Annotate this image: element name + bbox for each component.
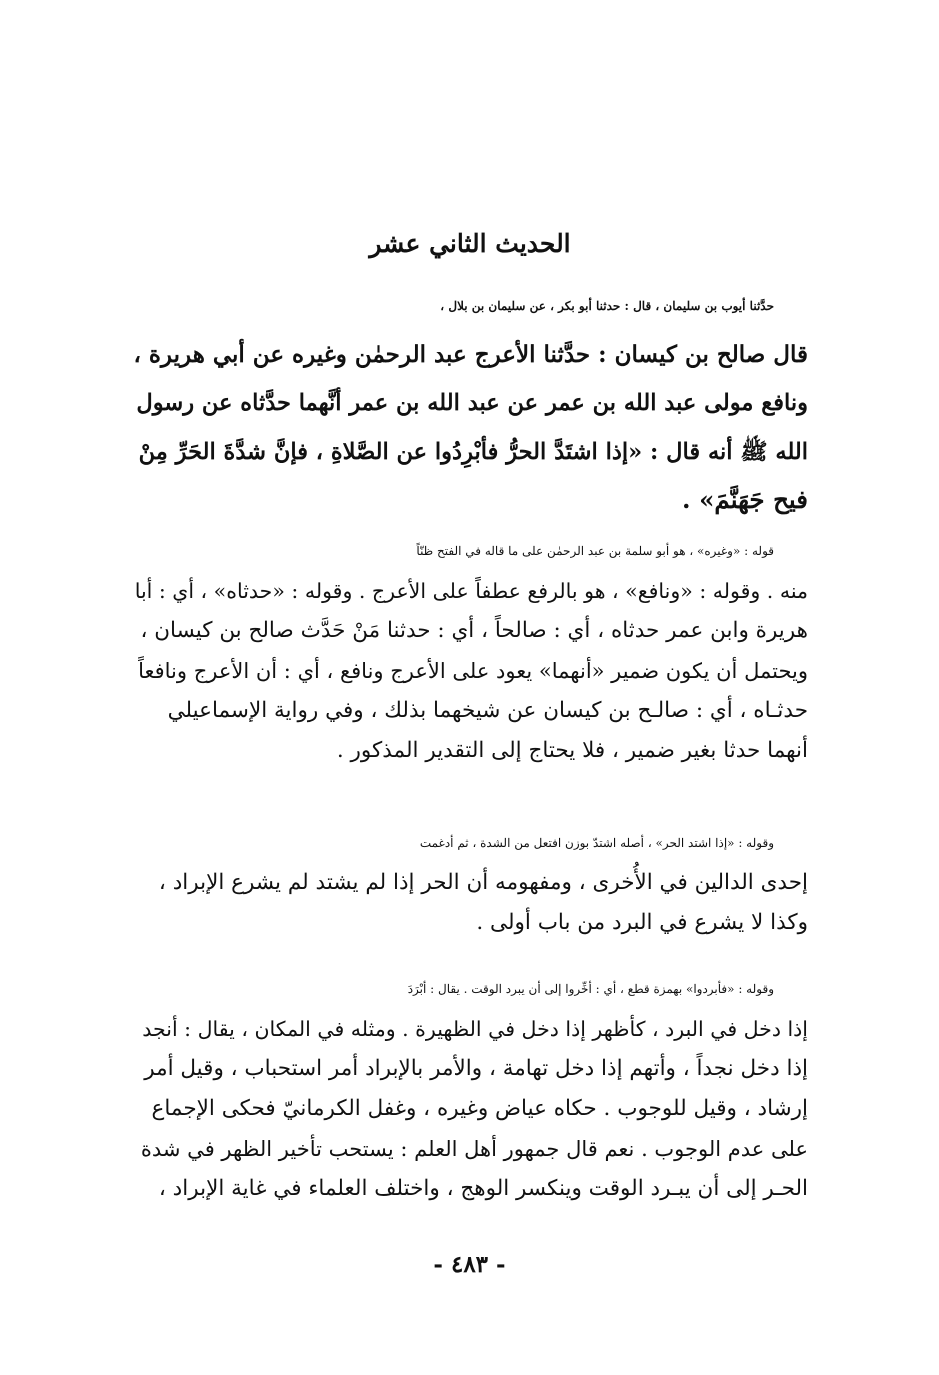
- commentary-paragraph: [132, 531, 808, 771]
- commentary-line: ويحتمل أن يكون ضمير «أنهما» يعود على الأعرج ونافع ، أي : أن الأعرج ونافعاً: [138, 659, 808, 683]
- hadith-line: قال صالح بن كيسان : حدَّثنا الأعرج عبد الرحمٰن وغيره عن أبي هريرة ،: [133, 340, 808, 368]
- commentary-line: على عدم الوجوب . نعم قال جمهور أهل العلم : يستحب تأخير الظهر في شدة: [140, 1137, 808, 1161]
- hadith-line: الله ﷺ أنه قال : «إذا اشتَدَّ الحرُّ فأبْرِدُوا عن الصَّلاةِ ، فإنَّ شدَّةَ الحَرِّ مِنْ: [138, 438, 808, 465]
- commentary-line: الحـر إلى أن يبـرد الوقت وينكسر الوهج ، واختلف العلماء في غاية الإبراد ،: [158, 1176, 808, 1201]
- commentary-line: هريرة وابن عمر حدثاه ، أي : صالحاً ، أي : حدثنا مَنْ حَدَّث صالح بن كيسان ،: [140, 618, 808, 643]
- hadith-line: فيح جَهَنَّمَ» .: [682, 485, 808, 514]
- hadith-line: ونافع مولى عبد الله بن عمر عن عبد الله بن عمر أنَّهما حدَّثاه عن رسول: [136, 390, 808, 416]
- commentary-paragraph: [132, 969, 808, 1209]
- commentary-line: إرشاد ، وقيل للوجوب . حكاه عياض وغيره ، وغفل الكرمانيّ فحكى الإجماع: [151, 1096, 808, 1121]
- hadith-line: حدَّثنا أيوب بن سليمان ، قال : حدثنا أبو بكر ، عن سليمان بن بلال ،: [440, 299, 774, 313]
- commentary-line: إذا دخل في البرد ، كأظهر إذا دخل في الظهيرة . ومثله في المكان ، يقال : أنجد: [142, 1017, 808, 1041]
- hadith-text: [132, 282, 808, 525]
- commentary-line: قوله : «وغيره» ، هو أبو سلمة بن عبد الرحمٰن على ما قاله في الفتح ظنّاً: [416, 544, 774, 558]
- page-number: - ٤٨٣ -: [433, 1251, 506, 1278]
- commentary-line: وقوله : «إذا اشتد الحر» ، أصله اشتدّ بوزن افتعل من الشدة ، ثم أدغمت: [419, 836, 774, 850]
- commentary-line: إذا دخل نجداً ، وأتهم إذا دخل تهامة ، والأمر بالإبراد أمر استحباب ، وقيل أمر: [144, 1056, 808, 1081]
- commentary-line: حدثـاه ، أي : صالـح بن كيسان عن شيخهما بذلك ، وفي رواية الإسماعيلي: [167, 698, 808, 723]
- section-title: الحديث الثاني عشر: [369, 229, 571, 258]
- commentary-line: وكذا لا يشرع في البرد من باب أولى .: [476, 910, 808, 935]
- commentary-line: أنهما حدثا بغير ضمير ، فلا يحتاج إلى التقدير المذكور .: [336, 738, 808, 763]
- commentary-paragraph: [132, 823, 808, 943]
- commentary-line: وقوله : «فأبردوا» بهمزة قطع ، أي : أخِّروا إلى أن يبرد الوقت . يقال : أبْرَدَ: [407, 982, 774, 996]
- commentary-line: إحدى الدالين في الأُخرى ، ومفهومه أن الحر إذا لم يشتد لم يشرع الإبراد ،: [158, 870, 808, 895]
- commentary-line: منه . وقوله : «ونافع» ، هو بالرفع عطفاً على الأعرج . وقوله : «حدثاه» ، أي : أبا: [134, 579, 808, 603]
